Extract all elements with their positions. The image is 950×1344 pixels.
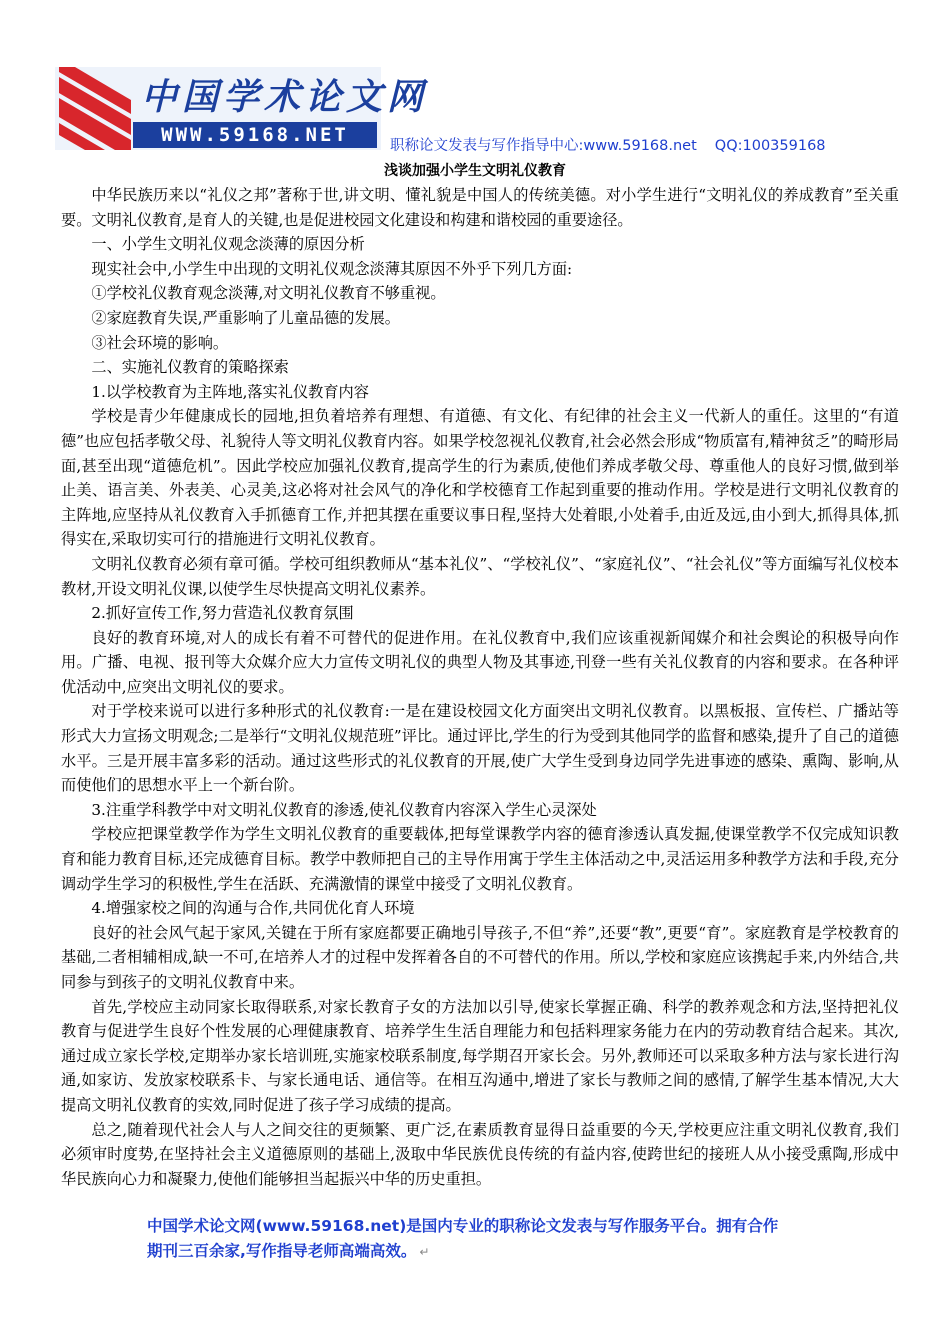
paragraph: 现实社会中,小学生中出现的文明礼仪观念淡薄其原因不外乎下列几方面: — [91, 259, 573, 278]
section-heading: 一、小学生文明礼仪观念淡薄的原因分析 — [91, 235, 365, 254]
paragraph: 学校是青少年健康成长的园地,担负着培养有理想、有道德、有文化、有纪律的社会主义一代新人的重任。这里的“有道德”也应包括孝敬父母、礼貌待人等文明礼仪教育内容。如果学校忽视礼仪教育,社会必然会形成“物质富有,精神贫乏”的畸形局面,甚至出现“道德危机”。因此学校应加强礼仪教育,提高学生的行为素质,使他们养成孝敬父母、尊重他人的良好习惯,做到举止美、语言美、外表美、心灵美,这必将对社会风气的净化和学校德育工作起到重要的推动作用。学校是进行文明礼仪教育的主阵地,应坚持从礼仪教育入手抓德育工作,并把其摆在重要议事日程,坚持大处着眼,小处着手,由近及远,由小到大,抓得具体,抓得实在,采取切实可行的措施进行文明礼仪教育。 — [61, 407, 899, 549]
paragraph: 良好的教育环境,对人的成长有着不可替代的促进作用。在礼仪教育中,我们应该重视新闻媒介和社会舆论的积极导向作用。广播、电视、报刊等大众媒介应大力宣传文明礼仪的典型人物及其事迹,刊登一些有关礼仪教育的内容和要求。在各种评优活动中,应突出文明礼仪的要求。 — [61, 628, 899, 696]
paragraph: 首先,学校应主动同家长取得联系,对家长教育子女的方法加以引导,使家长掌握正确、科学的教养观念和方法,坚持把礼仪教育与促进学生良好个性发展的心理健康教育、培养学生生活自理能力和包括料理家务能力在内的劳动教育结合起来。其次,通过成立家长学校,定期举办家长培训班,实施家校联系制度,每学期召开家长会。另外,教师还可以采取多种方法与家长进行沟通,如家访、发放家校联系卡、与家长通电话、通信等。在相互沟通中,增进了家长与教师之间的感情,了解学生基本情况,大大提高文明礼仪教育的实效,同时促进了孩子学习成绩的提高。 — [61, 997, 899, 1114]
subsection-heading: 4.增强家校之间的沟通与合作,共同优化育人环境 — [91, 899, 415, 918]
logo-title: 中国学术论文网 — [141, 77, 429, 118]
footer-promo — [147, 1214, 827, 1265]
return-mark-icon: ↵ — [419, 1245, 430, 1259]
list-item: ③社会环境的影响。 — [91, 333, 229, 352]
header-service-line — [390, 134, 826, 155]
paragraph: 中华民族历来以“礼仪之邦”著称于世,讲文明、懂礼貌是中国人的传统美德。对小学生进行“文明礼仪的养成教育”至关重要。文明礼仪教育,是育人的关键,也是促进校园文化建设和构建和谐校园的重要途径。 — [61, 186, 899, 229]
list-item: ①学校礼仪教育观念淡薄,对文明礼仪教育不够重视。 — [91, 284, 446, 303]
subsection-heading: 1.以学校教育为主阵地,落实礼仪教育内容 — [91, 382, 369, 401]
qq-contact: QQ:100359168 — [714, 138, 826, 154]
section-heading: 二、实施礼仪教育的策略探索 — [91, 358, 289, 377]
article-body — [61, 183, 899, 1191]
footer-line-1: 中国学术论文网(www.59168.net)是国内专业的职称论文发表与写作服务平台。拥有合作 — [147, 1217, 779, 1235]
paragraph: 良好的社会风气起于家风,关键在于所有家庭都要正确地引导孩子,不但“养”,还要“教”,更要“育”。家庭教育是学校教育的基础,二者相辅相成,缺一不可,在培养人才的过程中发挥着各自的不可替代的作用。所以,学校和家庭应该携起手来,内外结合,共同参与到孩子的文明礼仪教育中来。 — [61, 923, 899, 991]
paragraph: 学校应把课堂教学作为学生文明礼仪教育的重要载体,把每堂课教学内容的德育渗透认真发掘,使课堂教学不仅完成知识教育和能力教育目标,还完成德育目标。教学中教师把自己的主导作用寓于学生主体活动之中,灵活运用多种教学方法和手段,充分调动学生学习的积极性,学生在活跃、充满激情的课堂中接受了文明礼仪教育。 — [61, 825, 899, 893]
paragraph: 对于学校来说可以进行多种形式的礼仪教育:一是在建设校园文化方面突出文明礼仪教育。以黑板报、宣传栏、广播站等形式大力宣扬文明观念;二是举行“文明礼仪规范班”评比。通过评比,学生的行为受到其他同学的监督和感染,提升了自己的道德水平。三是开展丰富多彩的活动。通过这些形式的礼仪教育的开展,使广大学生受到身边同学先进事迹的感染、熏陶、影响,从而使他们的思想水平上一个新台阶。 — [61, 702, 899, 795]
paragraph: 总之,随着现代社会人与人之间交往的更频繁、更广泛,在素质教育显得日益重要的今天,学校更应注重文明礼仪教育,我们必须审时度势,在坚持社会主义道德原则的基础上,汲取中华民族优良传统的有益内容,使跨世纪的接班人从小接受熏陶,形成中华民族向心力和凝聚力,使他们能够担当起振兴中华的历史重担。 — [61, 1120, 899, 1188]
subsection-heading: 3.注重学科教学中对文明礼仪教育的渗透,使礼仪教育内容深入学生心灵深处 — [91, 800, 597, 819]
list-item: ②家庭教育失误,严重影响了儿童品德的发展。 — [91, 308, 400, 327]
service-link[interactable]: 职称论文发表与写作指导中心:www.59168.net — [390, 138, 697, 154]
article-title: 浅谈加强小学生文明礼仪教育 — [384, 163, 566, 179]
footer-line-2 — [147, 1239, 827, 1265]
subsection-heading: 2.抓好宣传工作,努力营造礼仪教育氛围 — [91, 604, 354, 623]
paragraph: 文明礼仪教育必须有章可循。学校可组织教师从“基本礼仪”、“学校礼仪”、“家庭礼仪”、“社会礼仪”等方面编写礼仪校本教材,开设文明礼仪课,以使学生尽快提高文明礼仪素养。 — [61, 554, 899, 598]
footer-line-2-text: 期刊三百余家,写作指导老师高端高效。 — [147, 1242, 417, 1260]
site-logo[interactable] — [55, 67, 429, 150]
logo-url: WWW.59168.NET — [133, 122, 377, 148]
